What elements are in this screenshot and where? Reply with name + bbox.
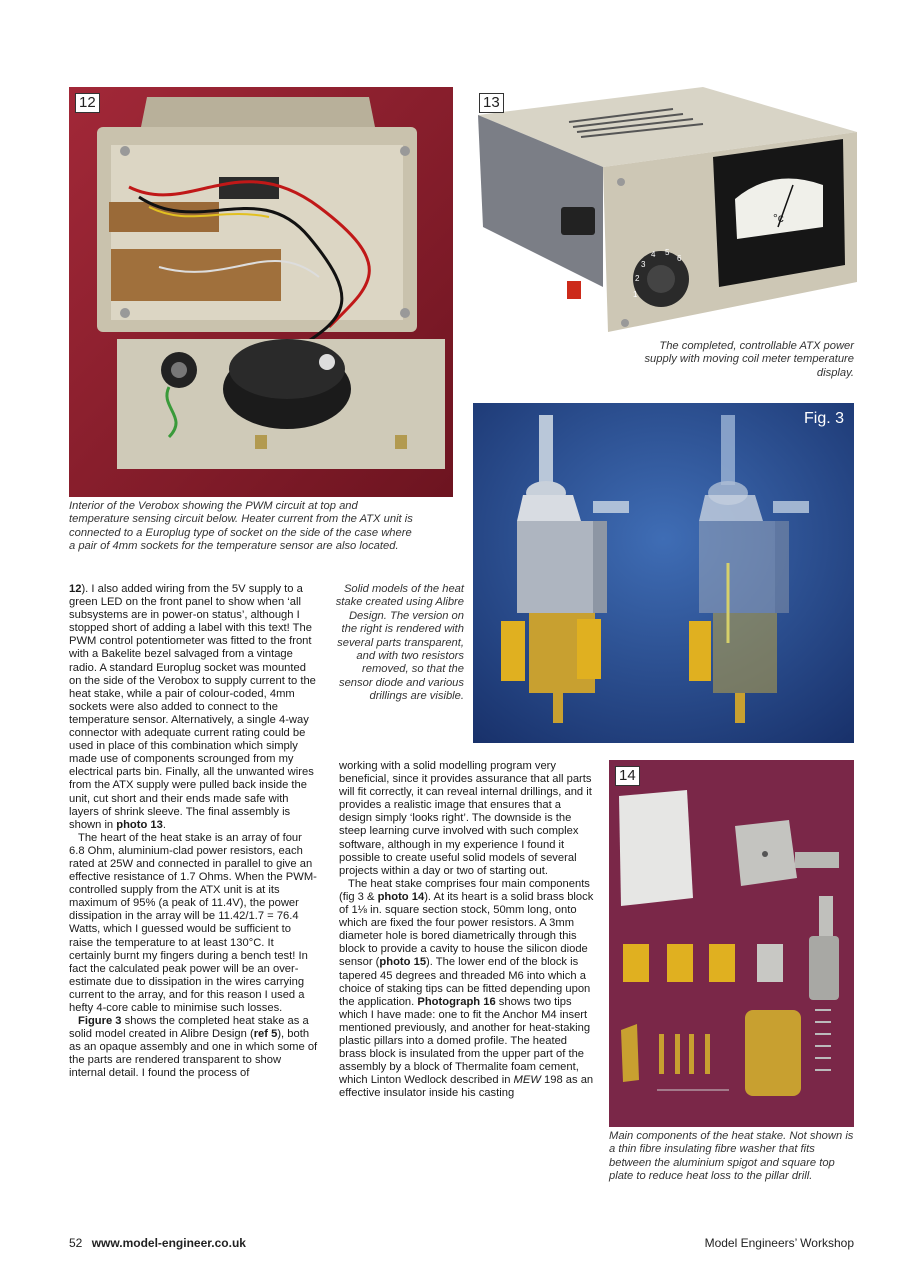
text: ). I also added wiring from the 5V supply to a green LED on the front panel to show when ‘all subsystems are in power-on status’, although I stopped short of adding a label with this text! The PWM control potentiometer was fitted to the front with a Bakelite bezel salvaged from a vintage radio. A standard Europlug socket was mounted on the side of the Verobox to supply current to the heat stake, while a pair of colour-coded, 4mm sockets were also added to connect to the temperature sensor. Alternatively, a single 4-way connector with adequate current rating could be used in place of this combination which simply made use of components scrounged from my electrical parts bin. Finally, all the unwanted wires from the ATX supply were pulled back inside the unit, cut short and their ends made safe with layers of shrink sleeve. The final assembly is shown in [69,583,316,831]
dial-number: 2 [635,274,640,283]
figure-3-label: Fig. 3 [803,410,844,427]
text: ). The lower end of the block is tapered 45 degrees and threaded M6 into which a choice of staking tips can be fitted depending upon the application. [339,956,591,1008]
dial-number: 6 [677,254,682,263]
photo-14-label: 14 [615,766,640,786]
text: shows two tips which I have made: one to fit the Anchor M4 insert mentioned previously, and another for heat-staking plastic pillars into a domed profile. The heated brass block is insulated from the upper part of the assembly by a block of Thermalite foam cement, which Linton Wedlock described in [339,995,591,1087]
photo-ref: 12 [69,583,82,595]
photo-14-image [609,760,854,1127]
paragraph: The heart of the heat stake is an array of four 6.8 Ohm, aluminium-clad power resistors, each rated at 25W and connected in parallel to give an effective resistance of 1.7 Ohms. When the PWM-controlled supply from the ATX unit is at its maximum of 95% (a peak of 11.4V), the power dissipation in the array will be 11.42/1.7 = 76.4 Watts, which I guessed would be sufficient to raise the temperature to at least 130°C. It certainly burnt my fingers during a bench test! In fact the calculated peak power will be an over-estimate due to dissipation in the wires carrying current to the array, and for this reason I used a hefty 4-core cable to minimise such losses. [69,831,317,1014]
meter-unit-label: °c [773,211,784,225]
photo-12-label: 12 [75,93,100,113]
dial-number: 4 [651,250,656,259]
body-column-2 [339,760,595,1100]
photo-ref: photo 15 [379,956,427,969]
photo-ref: photo 13 [116,818,163,831]
photo-12-image [69,87,453,497]
paragraph: working with a solid modelling program very beneficial, since it provides assurance that all parts will fit correctly, it can reveal internal drillings, and it provides a realistic image that ensures that a design simply ‘looks right’. The downside is the steep learning curve involved with such complex software, although in my experience I found it possible to create useful solid models of several projects within a day or two of starting out. [339,760,592,877]
photo-14 [609,760,854,1127]
figure-3-image [473,403,854,743]
dial-number: 1 [633,290,638,299]
website-link[interactable]: www.model-engineer.co.uk [91,1236,246,1250]
footer-left [69,1236,246,1250]
photo-ref: photo 14 [377,890,425,903]
figure-3-caption: Solid models of the heat stake created using Alibre Design. The version on the right is rendered with several parts transparent, and with two resistors removed, so that the sensor diode and various drillings are visible. [335,583,464,703]
text: The heat stake comprises four main components (fig 3 & [339,877,590,903]
magazine-title: Model Engineers’ Workshop [704,1236,854,1250]
photo-13-label: 13 [479,93,504,113]
reference: ref 5 [253,1028,278,1041]
photo-13-image [473,87,857,337]
text: . [162,818,166,831]
body-column-1 [69,583,318,1081]
photo-13 [473,87,857,337]
page-number: 52 [69,1236,83,1250]
photo-12 [69,87,453,497]
text: 198 as an effective insulator inside his casting [339,1074,594,1100]
text: ). At its heart is a solid brass block of 1⅛ in. square section stock, 50mm long, onto which are fixed the four power resistors. A 3mm diameter hole is bored diametrically through this block to provide a cavity to house the silicon diode sensor ( [339,890,594,969]
text: ), both as an opaque assembly and one in which some of the parts are rendered transparent to show internal detail. I found the process of [69,1028,318,1080]
photo-14-caption: Main components of the heat stake. Not shown is a thin fibre insulating fibre washer that fits between the aluminium spigot and square top plate to reduce heat loss to the pillar drill. [609,1130,854,1183]
text: shows the completed heat stake as a solid model created in Alibre Design ( [69,1015,309,1041]
photo-13-caption: The completed, controllable ATX power supply with moving coil meter temperature display. [644,340,854,379]
dial-number: 5 [665,248,670,257]
dial-number: 3 [641,260,646,269]
paragraph [69,583,318,832]
paragraph [339,878,595,1101]
magazine-ref: MEW [513,1074,541,1087]
paragraph [69,1015,318,1080]
figure-ref: Figure 3 [78,1015,122,1028]
figure-3 [473,403,854,743]
photo-ref: Photograph 16 [417,995,496,1008]
photo-12-caption: Interior of the Verobox showing the PWM circuit at top and temperature sensing circuit below. Heater current from the ATX unit is connected to a Europlug type of socket on the side of the case where a pair of 4mm sockets for the temperature sensor are also located. [69,500,413,553]
